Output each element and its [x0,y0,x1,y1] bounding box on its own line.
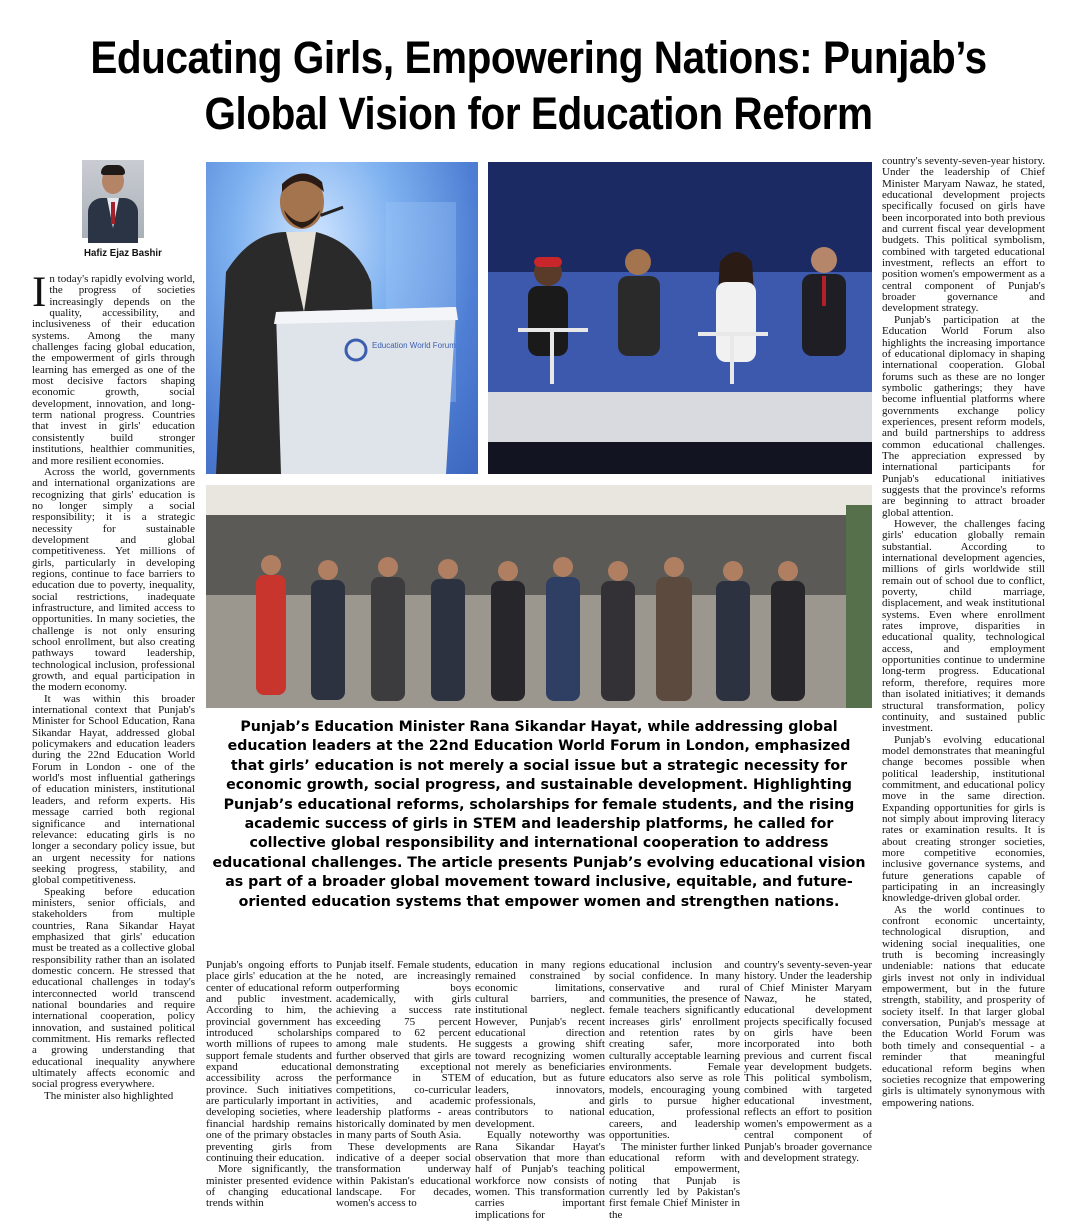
article-headline: Educating Girls, Empowering Nations: Punjab’s Global Vision for Education Reform [90,32,987,139]
b3-paragraph-2: Equally noteworthy was Rana Sikandar Hayat's observation that more than half of Punjab's teaching workforce now consists of women. This transformation carries important implications for [475,1129,605,1221]
right-paragraph-1: country's seventy-seven-year history. Under the leadership of Chief Minister Maryam Nawaz, he stated, educational development projects specifically focused on girls have been incorporated into both previous and current fiscal year development budgets. This political symbolism, combined with targeted educational investment, reflects an effort to position women's empowerment as a central component of Punjab's broader governance and development strategy. [882,155,1045,315]
b4-paragraph-2: The minister further linked educational reform with political empowerment, noting that Punjab is currently led by Pakistan's first female Chief Minister in the [609,1140,740,1221]
podium-scene [206,162,478,474]
photo-minister-podium [206,162,478,474]
b1-paragraph-2: More significantly, the minister presented evidence of changing educational trends within [206,1163,332,1210]
left-p1-text: n today's rapidly evolving world, the progress of societies increasingly depends on the quality, accessibility, and inclusiveness of their education systems. Among the many challenges facing global education, the empowerment of girls through learning has emerged as one of the most decisive factors shaping economic growth, social development, innovation, and long-term national progress. Countries that invest in girls' education consistently build stronger institutions, healthier communities, and more resilient economies. [32,273,195,467]
left-paragraph-3: It was within this broader international context that Punjab's Minister for School Education, Rana Sikandar Hayat, addressed global policymakers and education leaders during the 22nd Education World Forum in London - one of the world's most influential gatherings of education ministers, institutional leaders, and reform experts. His message carried both regional significance and international relevance: educating girls is no longer a secondary policy issue, but an urgent necessity for nations seeking progress, stability, and global competitiveness. [32,692,195,887]
photo-delegation-group [206,485,872,708]
b5-paragraph-1: country's seventy-seven-year history. Under the leadership of Chief Minister Maryam Nawaz, he stated, educational development projects specifically focused on girls have been incorporated into both previous and current fiscal year development budgets. This political symbolism, combined with targeted educational investment, reflects an effort to position women's empowerment as a central component of Punjab's broader governance and development strategy. [744,959,872,1164]
podium-sign-text: Education World Forum [372,341,456,350]
b2-paragraph-2: These developments are indicative of a deeper social transformation underway within Pakistan's educational landscape. For decades, women's access to [336,1140,471,1210]
article-summary: Punjab’s Education Minister Rana Sikandar Hayat, while addressing global education leaders at the 22nd Education World Forum in London, emphasized that girls’ education is not merely a social issue but a strategic necessity for economic growth, social progress, and sustainable development. Highlighting Punjab’s educational reforms, scholarships for female students, and the rising academic success of girls in STEM and leadership platforms, he called for collective global responsibility and international cooperation to address educational challenges. The article presents Punjab’s evolving educational vision as part of a broader global movement toward inclusive, equitable, and future-oriented education systems that empower women and strengthen nations. [212,719,866,910]
dropcap: I [32,269,47,316]
left-paragraph-1 [32,269,195,467]
author-photo [82,160,144,238]
right-column [882,156,1045,1184]
author-name: Hafiz Ejaz Bashir [84,247,162,259]
right-paragraph-2: Punjab's participation at the Education World Forum also highlights the increasing importance of educational diplomacy in shaping international cooperation. Global forums such as these are no longer symbolic gatherings; they have become influential platforms where governments exchange policy experiences, present reform models, and build partnerships to address common educational challenges. The appreciation expressed by international participants for Punjab's educational initiatives suggests that the province's reforms are beginning to attract broader global attention. [882,313,1045,519]
right-paragraph-3: However, the challenges facing girls' education globally remain substantial. According to international development agencies, millions of girls worldwide still remain out of school due to conflict, poverty, child marriage, displacement, and weak institutional systems. Even where enrollment rates improve, disparities in educational quality, technological access, and employment opportunities continue to undermine long-term progress. Educational reform, therefore, requires more than isolated initiatives; it demands structural transformation, policy continuity, and sustained public investment. [882,518,1045,735]
photo-panel-discussion [488,162,872,474]
bottom-column-5 [744,960,872,1184]
b3-paragraph-1: education in many regions remained constrained by economic limitations, cultural barriers, and institutional neglect. However, Punjab's recent educational direction suggests a growing shift toward recognizing women not merely as beneficiaries of education, but as future leaders, innovators, professionals, and contributors to national development. [475,959,605,1130]
panel-scene [488,162,872,474]
bottom-column-3 [475,959,605,1221]
b4-paragraph-1: educational inclusion and social confidence. In many conservative and rural communities, the presence of female teachers significantly increases girls' enrollment and retention rates by creating safer, more culturally acceptable learning environments. Female educators also serve as role models, encouraging young girls to pursue higher education, professional careers, and leadership opportunities. [609,959,740,1142]
b2-paragraph-1: Punjab itself. Female students, he noted, are increasingly outperforming boys academically, with girls achieving a success rate exceeding 75 percent compared to 62 percent among male students. He further observed that girls are demonstrating exceptional performance in STEM competitions, co-curricular activities, and academic leadership platforms - areas historically dominated by men in many parts of South Asia. [336,959,471,1142]
author-tie [111,202,115,224]
bottom-column-1 [206,959,332,1210]
b1-paragraph-1: Punjab's ongoing efforts to place girls' education at the center of educational reform and public investment. According to him, the provincial government has introduced scholarships worth millions of rupees to support female students and expand educational accessibility across the province. Such initiatives are particularly important in developing societies, where financial hardship remains one of the primary obstacles preventing girls from continuing their education. [206,959,332,1164]
bottom-column-2 [336,959,471,1210]
panelist-3 [716,252,756,362]
left-paragraph-2: Across the world, governments and international organizations are recognizing that girls' education is no longer simply a social responsibility; it is a strategic necessity for sustainable development and global competitiveness. Yet millions of girls, particularly in developing regions, continue to face barriers to education due to poverty, inequality, social restrictions, inadequate infrastructure, and limited access to opportunities. In many societies, the challenge is not only ensuring school enrollment, but also creating pathways toward leadership, technological inclusion, professional growth, and equal participation in the modern economy. [32,465,195,694]
left-paragraph-4: Speaking before education ministers, senior officials, and stakeholders from multiple countries, Rana Sikandar Hayat emphasized that girls' education must be treated as a collective global responsibility rather than an isolated domestic concern. He stressed that educational challenges in today's interconnected world transcend national boundaries and require international cooperation, policy innovation, and sustained political commitment. His remarks reflected a growing understanding that educational inequality anywhere ultimately affects economic and social progress everywhere. [32,885,195,1091]
group-scene [206,485,872,708]
right-paragraph-4: Punjab's evolving educational model demonstrates that meaningful change becomes possible when political leadership, institutional commitment, and educational policy move in the same direction. Expanding opportunities for girls is not simply about improving literacy rates or examination results. It is about creating stronger societies, more competitive economies, inclusive governance systems, and future generations capable of participating in an increasingly knowledge-driven global order. [882,733,1045,905]
bottom-column-4 [609,959,740,1221]
left-paragraph-5: The minister also highlighted [44,1089,174,1102]
author-hair [101,165,125,175]
right-paragraph-5: As the world continues to confront economic uncertainty, technological disruption, and widening social inequalities, one truth is becoming increasingly undeniable: nations that educate girls invest not only in individual empowerment, but in the future strength, stability, and prosperity of society itself. In that larger global conversation, Punjab's message at the Education World Forum was both timely and consequential - a reminder that meaningful educational reform begins when societies recognize that empowering girls is ultimately synonymous with empowering nations. [882,903,1045,1109]
left-column [32,269,195,1184]
